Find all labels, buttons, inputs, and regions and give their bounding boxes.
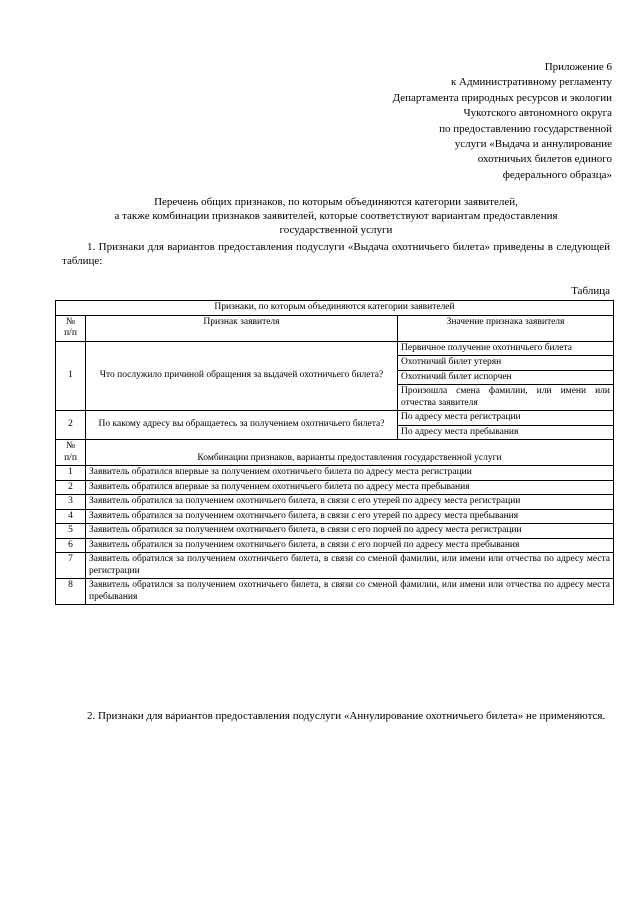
combos-header: Комбинации признаков, варианты предоставления государственной услуги <box>86 440 614 466</box>
table-header-row <box>56 315 614 341</box>
table-row <box>56 411 614 426</box>
num-header <box>56 440 86 466</box>
appendix-line: по предоставлению государственной <box>439 122 612 135</box>
combo-text: Заявитель обратился за получением охотничьего билета, в связи с его утерей по адресу места пребывания <box>86 509 614 524</box>
table-row <box>56 466 614 481</box>
row-number: 2 <box>56 480 86 495</box>
num-header <box>56 315 86 341</box>
paragraph-1: 1. Признаки для вариантов предоставления подуслуги «Выдача охотничьего билета» приведены в следующей таблице: <box>62 241 610 267</box>
appendix-line: охотничьих билетов единого <box>477 153 612 166</box>
heading-line: а также комбинации признаков заявителей, которые соответствуют вариантам предоставления <box>114 210 558 222</box>
document-heading <box>62 195 610 237</box>
combo-text: Заявитель обратился впервые за получением охотничьего билета по адресу места пребывания <box>86 480 614 495</box>
appendix-line: услуги «Выдача и аннулирование <box>454 138 612 151</box>
criteria-table <box>55 300 614 605</box>
num-header-no: № <box>65 441 76 451</box>
table-row <box>56 341 614 356</box>
table-title: Признаки, по которым объединяются категории заявителей <box>56 301 614 316</box>
table-row <box>56 538 614 553</box>
table-row <box>56 579 614 605</box>
table-row <box>56 524 614 539</box>
appendix-line: Чукотского автономного округа <box>463 107 612 120</box>
appendix-line: федерального образца» <box>502 168 612 181</box>
attr-header: Признак заявителя <box>86 315 398 341</box>
attribute-value: По адресу места пребывания <box>398 425 614 440</box>
num-header-pp: п/п <box>64 452 77 463</box>
attribute-value: Первичное получение охотничьего билета <box>398 341 614 356</box>
appendix-header <box>393 60 612 183</box>
attribute-value: Охотничий билет утерян <box>398 356 614 371</box>
table-caption: Таблица <box>571 285 610 297</box>
row-number: 1 <box>56 341 86 411</box>
num-header-pp: п/п <box>64 328 77 338</box>
combo-text: Заявитель обратился за получением охотничьего билета, в связи с его порчей по адресу места регистрации <box>86 524 614 539</box>
row-number: 1 <box>56 466 86 481</box>
value-header: Значение признака заявителя <box>398 315 614 341</box>
attribute-value: Произошла смена фамилии, или имени или отчества заявителя <box>398 385 614 411</box>
attribute-value: Охотничий билет испорчен <box>398 370 614 385</box>
row-number: 5 <box>56 524 86 539</box>
appendix-line: Приложение 6 <box>544 61 612 73</box>
combo-text: Заявитель обратился за получением охотничьего билета, в связи со сменой фамилии, или имени или отчества по адресу места регистрации <box>86 553 614 579</box>
heading-line: государственной услуги <box>279 224 393 236</box>
row-number: 7 <box>56 553 86 579</box>
row-number: 3 <box>56 495 86 510</box>
num-header-no: № <box>65 316 76 327</box>
attribute-value: По адресу места регистрации <box>398 411 614 426</box>
row-number: 2 <box>56 411 86 440</box>
row-number: 4 <box>56 509 86 524</box>
attribute-question: По какому адресу вы обращаетесь за получением охотничьего билета? <box>86 411 398 440</box>
table-row <box>56 509 614 524</box>
table-row <box>56 495 614 510</box>
row-number: 6 <box>56 538 86 553</box>
appendix-line: Департамента природных ресурсов и экологии <box>392 91 612 104</box>
combos-header-row <box>56 440 614 466</box>
table-row <box>56 553 614 579</box>
combo-text: Заявитель обратился за получением охотничьего билета, в связи с его порчей по адресу места пребывания <box>86 538 614 553</box>
combo-text: Заявитель обратился за получением охотничьего билета, в связи со сменой фамилии, или имени или отчества по адресу места пребывания <box>86 579 614 605</box>
paragraph-2: 2. Признаки для вариантов предоставления подуслуги «Аннулирование охотничьего билета» не применяются. <box>87 710 606 722</box>
row-number: 8 <box>56 579 86 605</box>
table-row <box>56 480 614 495</box>
attribute-question: Что послужило причиной обращения за выдачей охотничьего билета? <box>86 341 398 411</box>
heading-line: Перечень общих признаков, по которым объединяются категории заявителей, <box>154 196 518 208</box>
appendix-line: к Административному регламенту <box>450 76 612 89</box>
combo-text: Заявитель обратился за получением охотничьего билета, в связи с его утерей по адресу места регистрации <box>86 495 614 510</box>
combo-text: Заявитель обратился впервые за получением охотничьего билета по адресу места регистрации <box>86 466 614 481</box>
table-title-row <box>56 301 614 316</box>
